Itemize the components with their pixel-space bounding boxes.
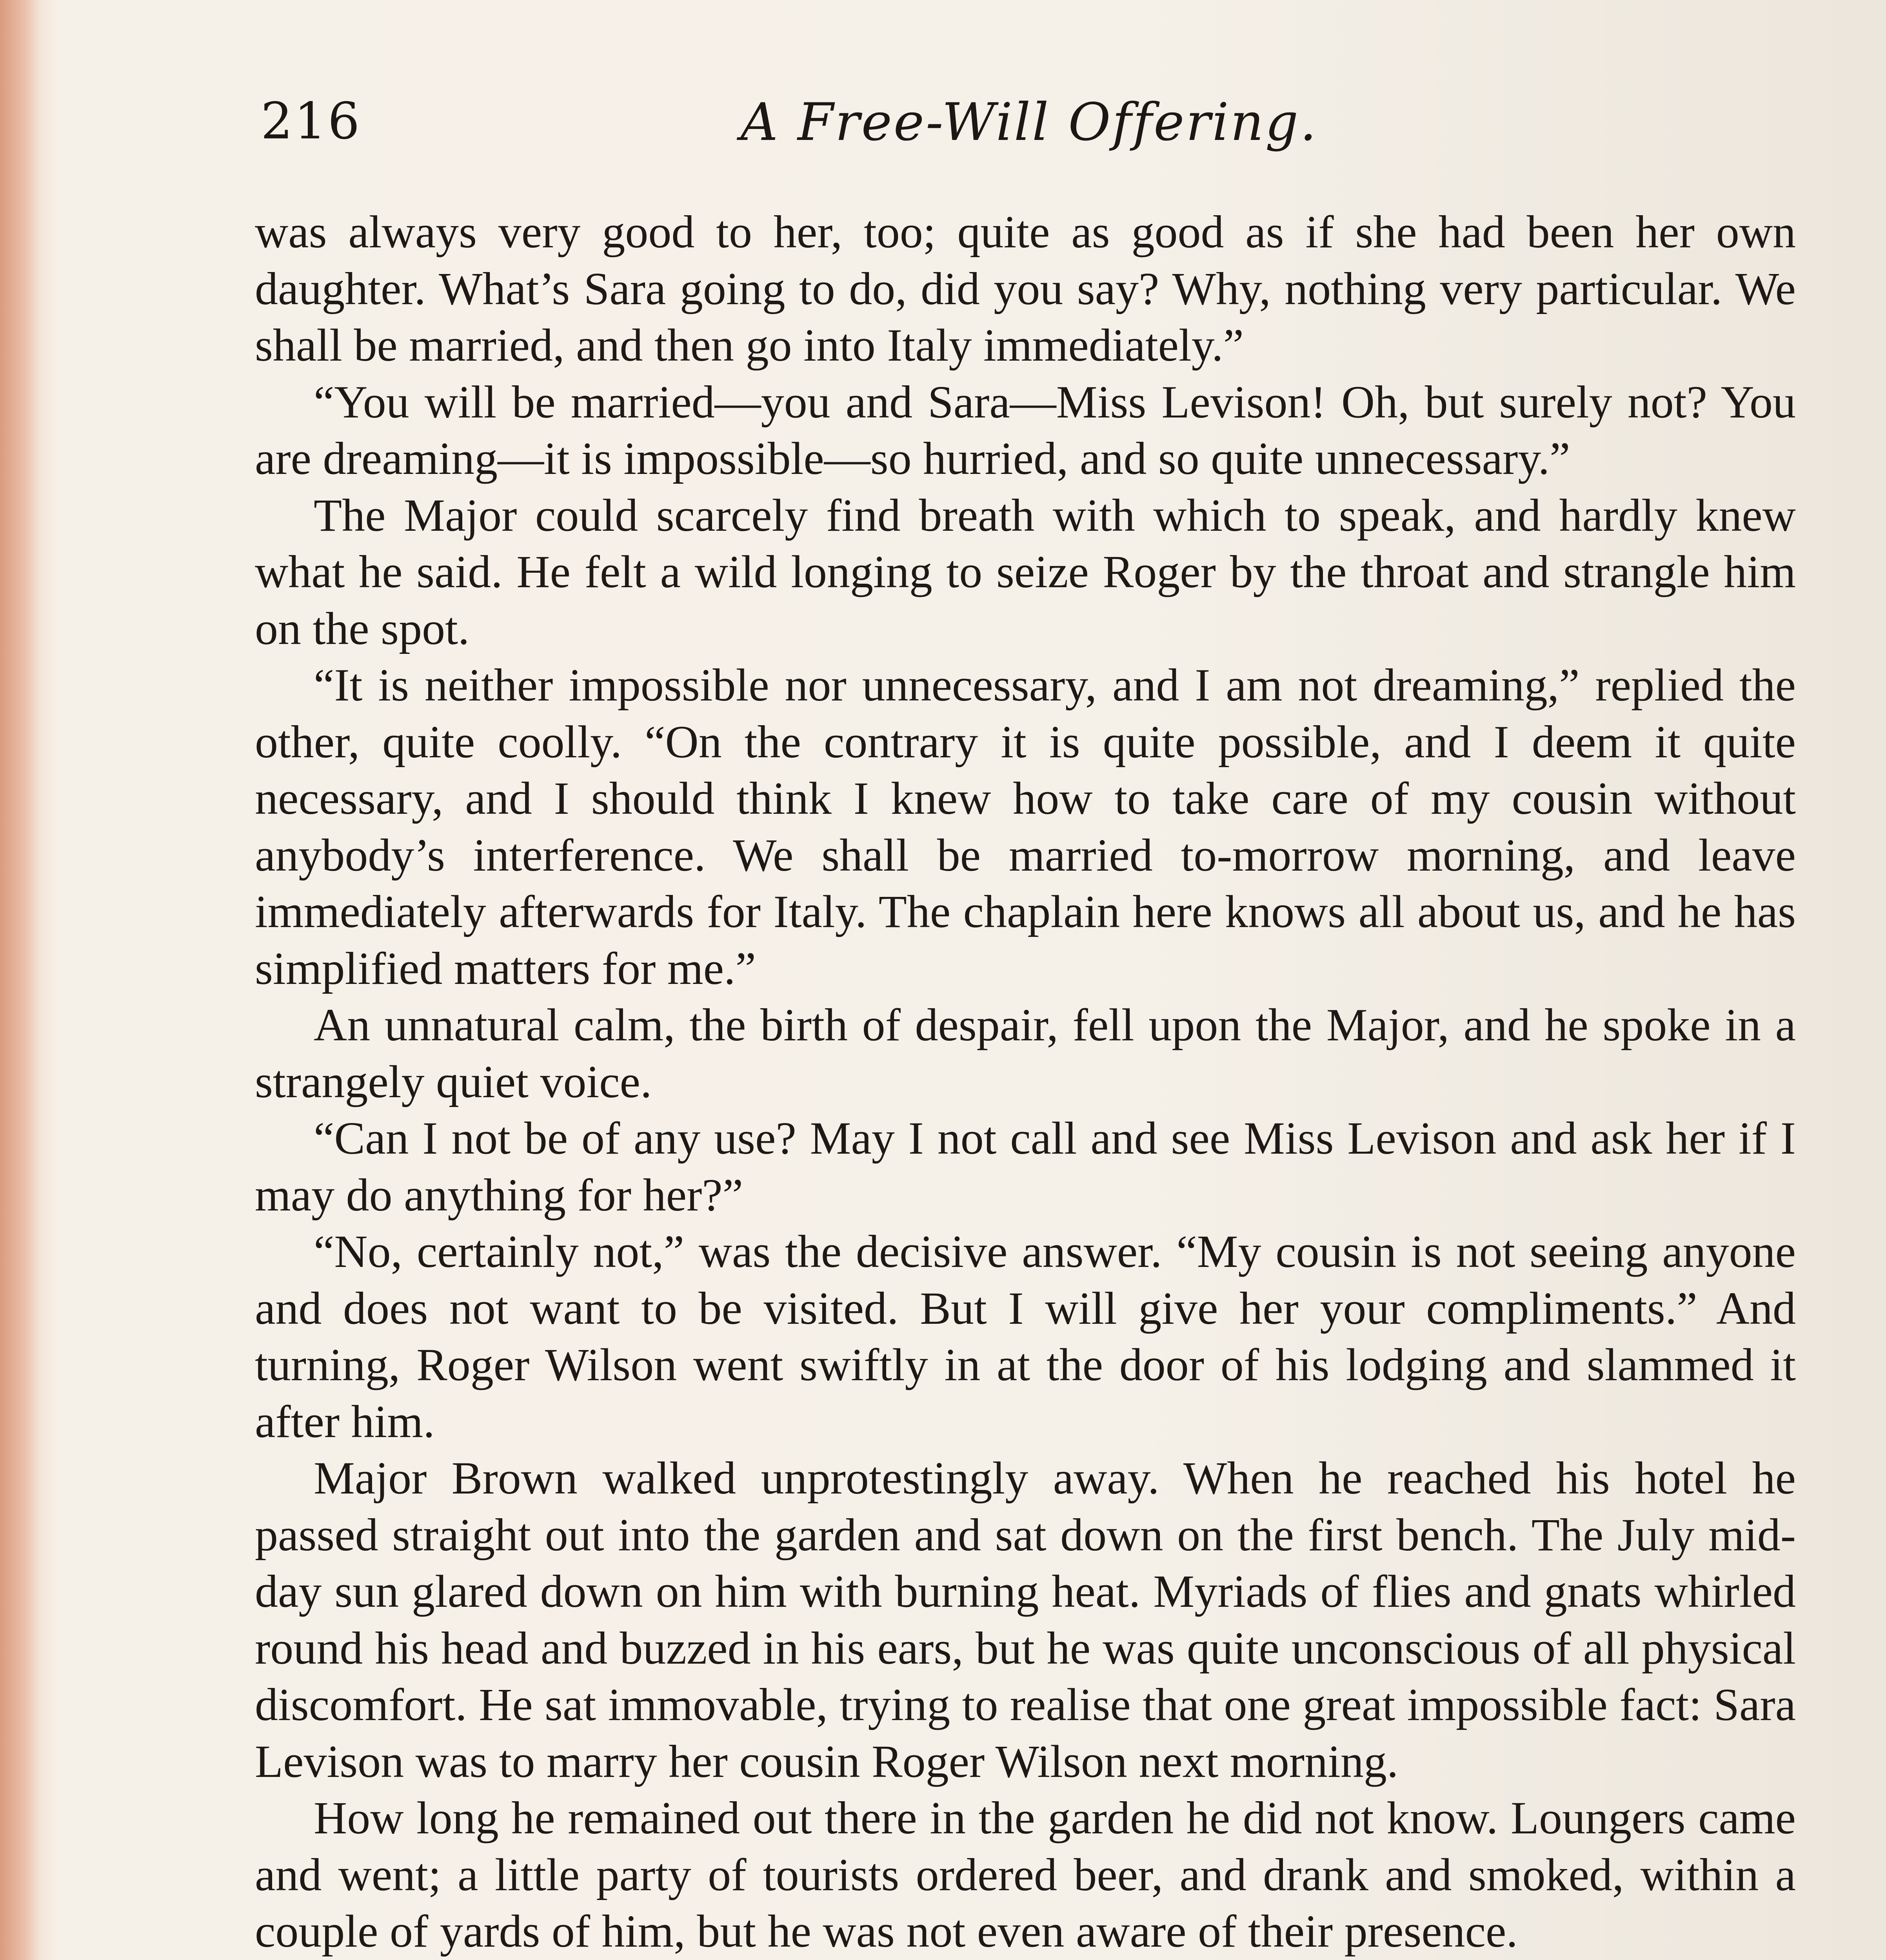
paragraph: How long he remained out there in the garden he did not know. Loungers came and went; a little party of tourists ordered beer, and drank and smoked, within a couple of yards of him, but he was not even aware of their presence. [255,1792,1796,1957]
paragraph: “No, certainly not,” was the decisive answer. “My cousin is not seeing anyone and does not want to be visited. But I will give her your compliments.” And turning, Roger Wilson went swiftly in at the door of his lodging and slammed it after him. [255,1226,1796,1447]
paragraph: An unnatural calm, the birth of despair, fell upon the Major, and he spoke in a strangely quiet voice. [255,999,1796,1107]
body-text [255,204,1796,1960]
running-title: A Free-Will Offering. [740,92,1318,152]
paragraph: was always very good to her, too; quite as good as if she had been her own daughter. What’s Sara going to do, did you say? Why, nothing very particular. We shall be married, and then go into Italy immediately.” [255,206,1796,371]
page-number: 216 [261,92,362,151]
paragraph: “Can I not be of any use? May I not call and see Miss Levison and ask her if I may do anything for her?” [255,1112,1796,1221]
page-header [261,92,1798,171]
page-edge [0,0,39,1960]
paragraph: “It is neither impossible nor unnecessary, and I am not dreaming,” replied the other, quite coolly. “On the contrary it is quite possible, and I deem it quite necessary, and I should think I knew how to take care of my cousin without anybody’s interference. We shall be married to-morrow morning, and leave immediately afterwards for Italy. The chaplain here knows all about us, and he has simplified matters for me.” [255,659,1796,994]
paragraph: Major Brown walked unprotestingly away. When he reached his hotel he passed straight out into the garden and sat down on the first bench. The July mid-day sun glared down on him with burning heat. Myriads of flies and gnats whirled round his head and buzzed in his ears, but he was quite unconscious of all physical discomfort. He sat immovable, trying to realise that one great impossible fact: Sara Levison was to marry her cousin Roger Wilson next morning. [255,1452,1796,1787]
paragraph: “You will be married—you and Sara—Miss Levison! Oh, but surely not? You are dreaming—it is impossible—so hurried, and so quite unnecessary.” [255,376,1796,484]
paragraph: The Major could scarcely find breath with which to speak, and hardly knew what he said. He felt a wild longing to seize Roger by the throat and strangle him on the spot. [255,489,1796,654]
